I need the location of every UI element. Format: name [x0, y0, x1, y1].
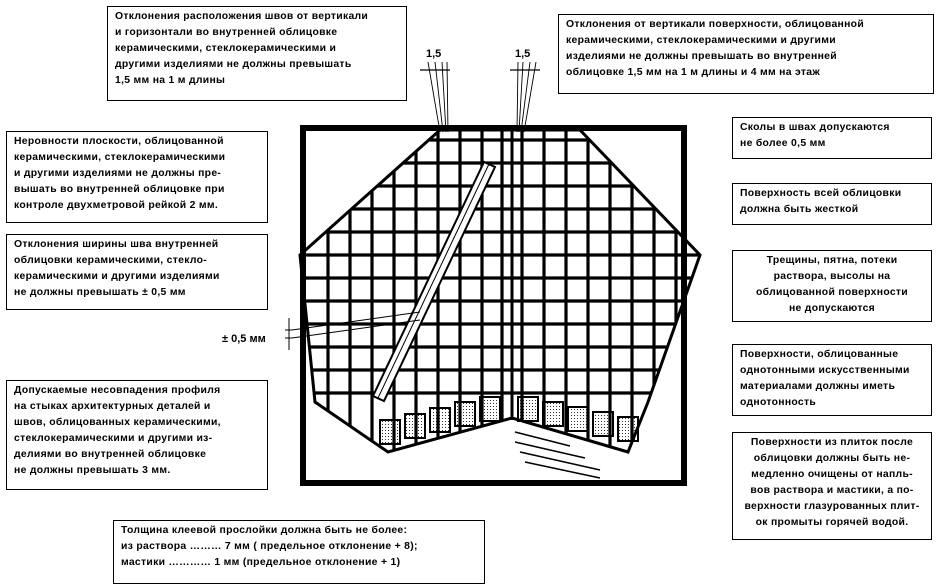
- note-profile-mismatch: Допускаемые несовпадения профиля на стыках архитектурных деталей и швов, облицованных керамическими, стеклокерамическими и другими из- делиями во внутренней облицовке не должны превышать 3 мм.: [6, 380, 268, 490]
- note-uniform-color: Поверхности, облицованные однотонными искусственными материалами должны иметь однотонность: [732, 344, 932, 416]
- note-rigid-surface: Поверхность всей облицовки должна быть жесткой: [732, 183, 932, 225]
- note-seam-width-deviation: Отклонения ширины шва внутренней облицовки керамическими, стекло- керамическими и другими изделиями не должны превышать ± 0,5 мм: [6, 234, 268, 310]
- note-seam-position-deviation: Отклонения расположения швов от вертикали и горизонтали во внутренней облицовке керамическими, стеклокерамическими и другими изделиями не должны превышать 1,5 мм на 1 м длины: [107, 6, 407, 101]
- dimension-label-left: 1,5: [426, 48, 442, 60]
- note-no-cracks-stains: Трещины, пятна, потеки раствора, высолы на облицованной поверхности не допускаются: [732, 250, 932, 322]
- note-cleaning-after-tiling: Поверхности из плиток после облицовки должны быть не- медленно очищены от напль- вов раствора и мастики, а по- верхности глазурованных плит- ок промыты горячей водой.: [732, 432, 932, 540]
- note-chips-in-seams: Сколы в швах допускаются не более 0,5 мм: [732, 117, 932, 159]
- plumb-lines-right: [517, 62, 536, 132]
- note-surface-vertical-deviation: Отклонения от вертикали поверхности, облицованной керамическими, стеклокерамическими и другими изделиями не должны превышать во внутренней облицовке 1,5 мм на 1 м длины и 4 мм на этаж: [558, 14, 934, 94]
- note-adhesive-thickness: Толщина клеевой прослойки должна быть не более: из раствора ……… 7 мм ( предельное отклонение + 8); мастики ………… 1 мм (предельное отклонение + 1): [113, 520, 485, 584]
- dimension-label-right: 1,5: [515, 48, 531, 60]
- dimension-label-seam: ± 0,5 мм: [222, 333, 266, 345]
- note-surface-flatness: Неровности плоскости, облицованной керамическими, стеклокерамическими и другими изделиями не должны пре- вышать во внутренней облицовке при контроле двухметровой рейкой 2 мм.: [6, 131, 268, 223]
- plumb-lines-left: [428, 62, 448, 132]
